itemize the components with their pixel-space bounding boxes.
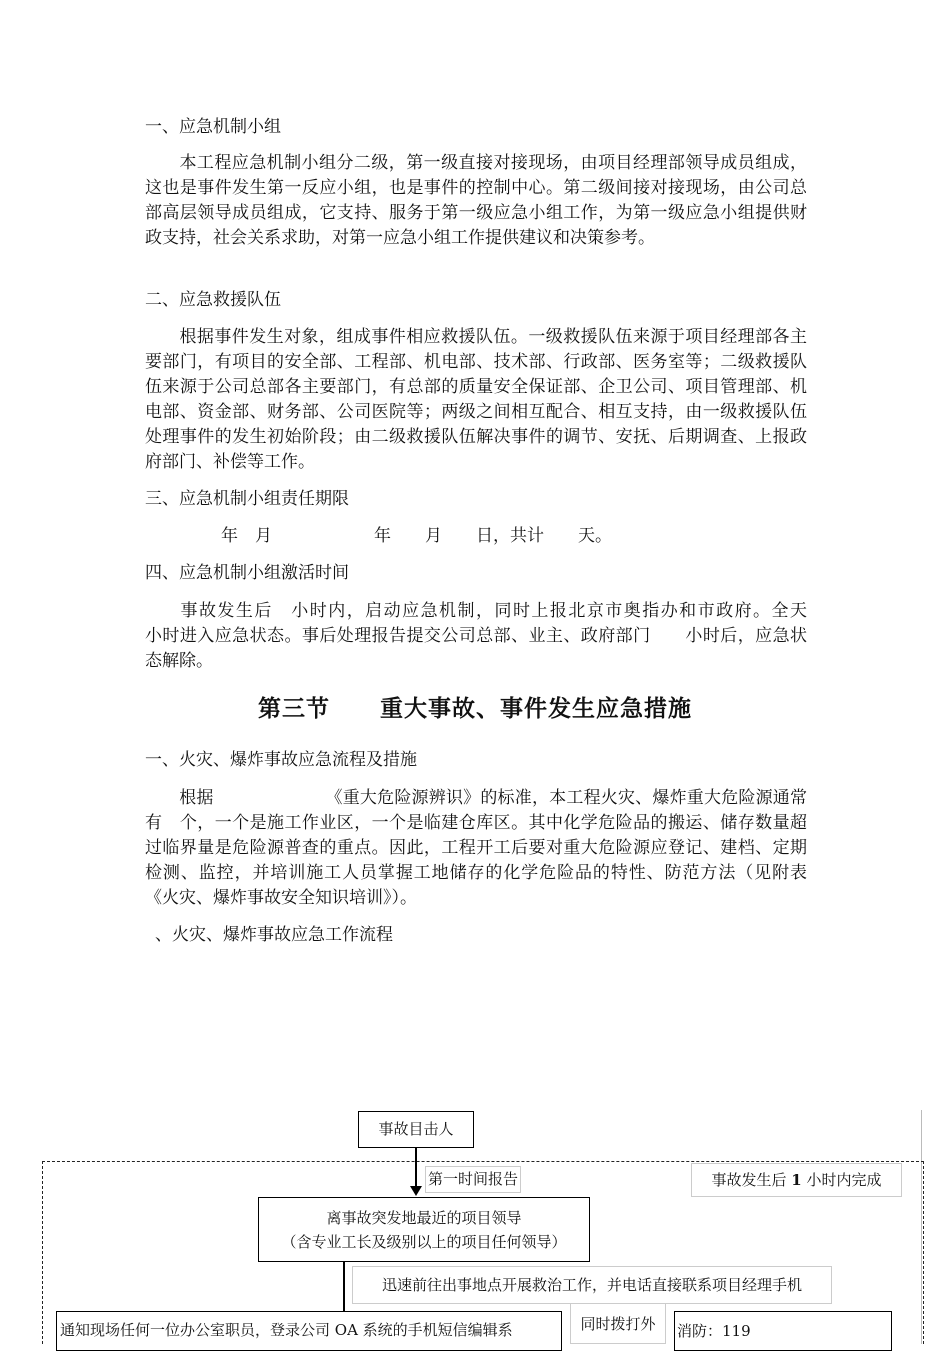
time-limit-label: 事故发生后 1 小时内完成 [691, 1163, 902, 1197]
section-2-heading: 二、应急救援队伍 [145, 290, 281, 310]
arrow-1-line [415, 1148, 417, 1188]
notify-office-box: 通知现场任何一位办公室职员，登录公司 OA 系统的手机短信编辑系 [56, 1311, 562, 1351]
fire-number-box: 消防：119 [674, 1311, 892, 1351]
section-1-body: 本工程应急机制小组分二级，第一级直接对接现场，由项目经理部领导成员组成，这也是事件发生第一反应小组，也是事件的控制中心。第二级间接对接现场，由公司总部高层领导成员组成，它支持、服务于第一级应急小组工作，为第一级应急小组提供财政支持，社会关系求助，对第一应急小组工作提供建议和决策参考。 [145, 153, 807, 248]
term-period-line: 年 月 年 月 日，共计 天。 [221, 526, 612, 546]
leader-line-2: （含专业工长及级别以上的项目任何领导） [281, 1233, 567, 1251]
section-number: 第三节 [258, 696, 330, 722]
simultaneous-call-label: 同时拨打外 [570, 1303, 666, 1344]
witness-box: 事故目击人 [358, 1111, 474, 1148]
section-4-body: 事故发生后 小时内，启动应急机制，同时上报北京市奥指办和市政府。全天 小时进入应急状态。事后处理报告提交公司总部、业主、政府部门 小时后，应急状态解除。 [145, 601, 841, 671]
section-1-heading: 一、应急机制小组 [145, 117, 281, 137]
first-report-label: 第一时间报告 [425, 1166, 521, 1193]
arrow-down-icon [410, 1186, 422, 1196]
nearest-leader-box [258, 1197, 590, 1262]
rescue-action-label: 迅速前往出事地点开展救治工作，并电话直接联系项目经理手机 [352, 1266, 832, 1304]
section-4-heading: 四、应急机制小组激活时间 [145, 563, 349, 583]
arrow-2-line [343, 1262, 345, 1314]
leader-line-1: 离事故突发地最近的项目领导 [326, 1209, 522, 1227]
section-2-body: 根据事件发生对象，组成事件相应救援队伍。一级救援队伍来源于项目经理部各主要部门，有项目的安全部、工程部、机电部、技术部、行政部、医务室等；二级救援队伍来源于公司总部各主要部门，有总部的质量安全保证部、企卫公司、项目管理部、机电部、资金部、财务部、公司医院等；两级之间相互配合、相互支持，由一级救援队伍处理事件的发生初始阶段；由二级救援队伍解决事件的调节、安抚、后期调查、上报政府部门、补偿等工作。 [145, 327, 807, 472]
fire-body: 根据 《重大危险源辨识》的标准，本工程火灾、爆炸重大危险源通常有 个，一个是施工作业区，一个是临建仓库区。其中化学危险品的搬运、储存数量超过临界量是危险源普查的重点。因此，工程开工后要对重大危险源应登记、建档、定期检测、监控，并培训施工人员掌握工地储存的化学危险品的特性、防范方法（见附表《火灾、爆炸事故安全知识培训》）。 [145, 788, 807, 908]
section-title [0, 690, 950, 723]
section-3-heading: 三、应急机制小组责任期限 [145, 489, 349, 509]
section-title-text: 重大事故、事件发生应急措施 [380, 696, 692, 722]
fire-subheading: 、火灾、爆炸事故应急工作流程 [155, 925, 393, 945]
fire-heading: 一、火灾、爆炸事故应急流程及措施 [145, 750, 417, 770]
